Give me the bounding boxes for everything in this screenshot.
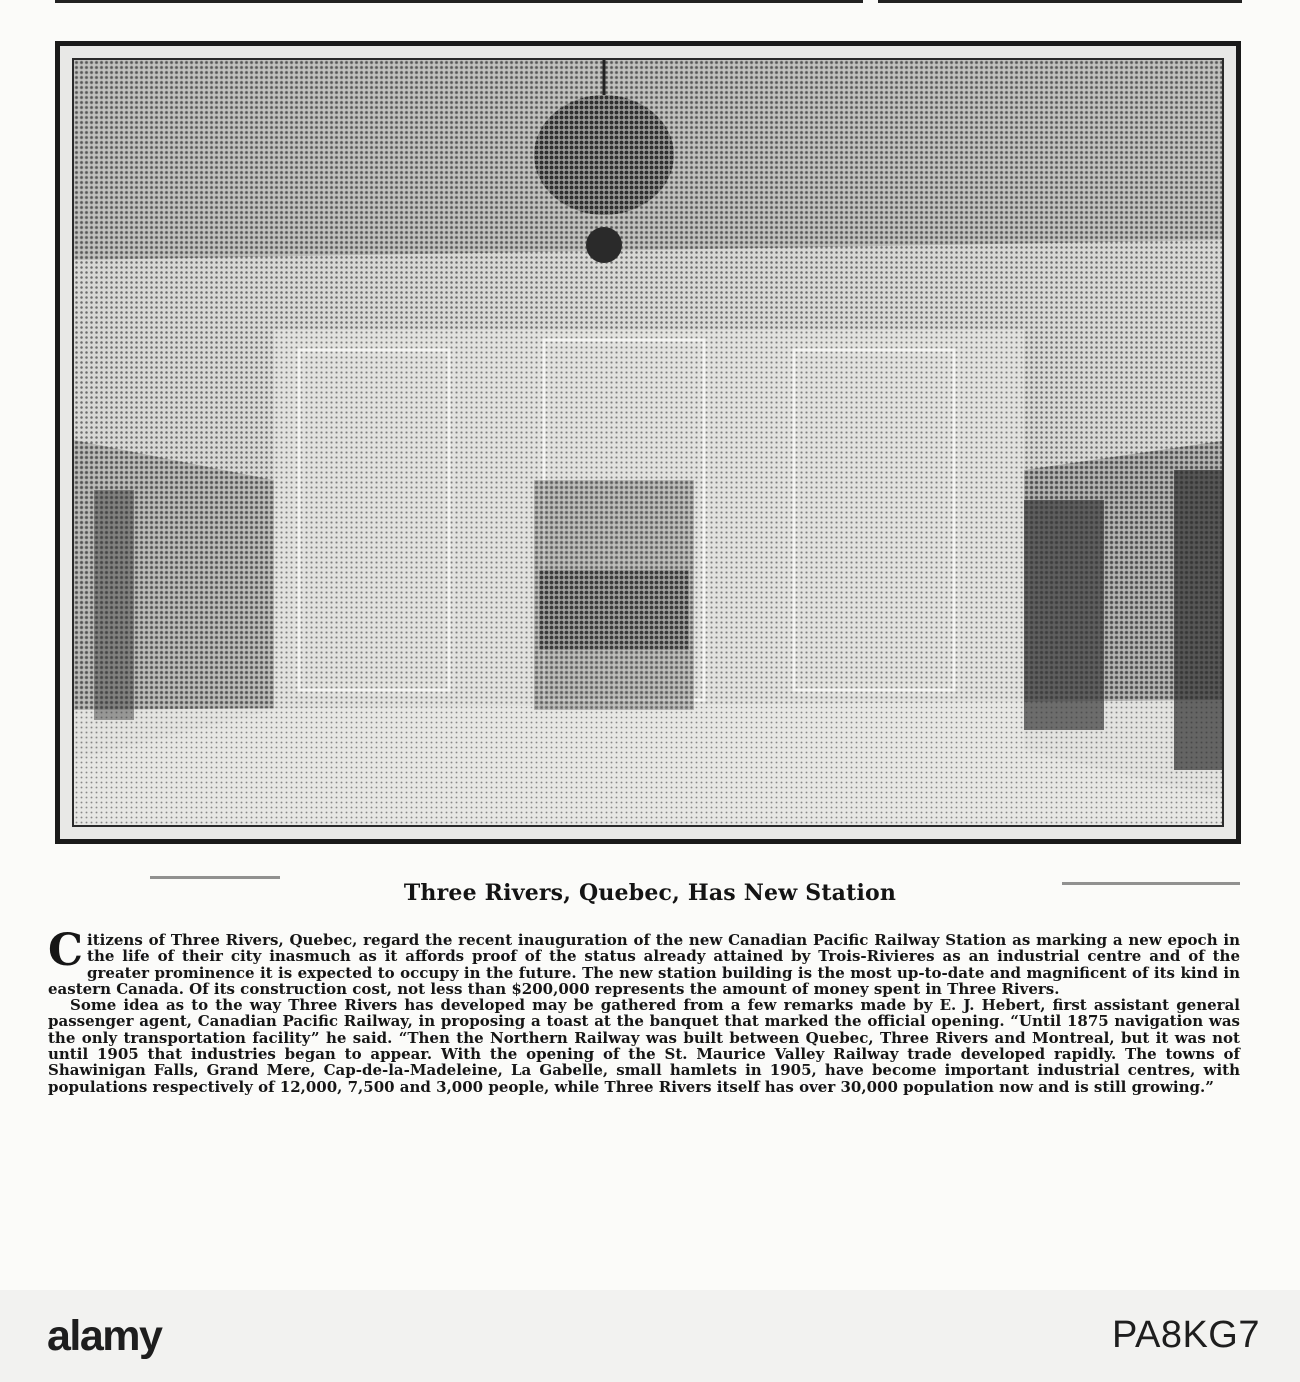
article-paragraph-1 — [48, 925, 1240, 998]
article-headline: Three Rivers, Quebec, Has New Station — [403, 880, 897, 906]
top-rule-left — [55, 0, 863, 3]
photo-frame — [55, 41, 1241, 844]
top-rule-right — [878, 0, 1242, 3]
left-ornament-rule — [150, 876, 280, 879]
station-interior-photo — [72, 58, 1224, 827]
station-interior-illustration — [74, 60, 1224, 827]
article-paragraph-2: Some idea as to the way Three Rivers has developed may be gathered from a few remarks made by E. J. Hebert, first assistant general passenger agent, Canadian Pacific Railway, in proposing a toast at the banquet that marked the official opening. “Until 1875 navigation was the only transportation facility” he said. “Then the Northern Railway was built between Quebec, Three Rivers and Montreal, but it was not until 1905 that industries began to appear. With the opening of the St. Maurice Valley Railway trade developed rapidly. The towns of Shawinigan Falls, Grand Mere, Cap-de-la-Madeleine, La Gabelle, small hamlets in 1905, have become important industrial centres, with populations respectively of 12,000, 7,500 and 3,000 people, while Three Rivers itself has over 30,000 population now and is still growing.” — [48, 996, 1240, 1096]
image-id-label: PA8KG7 — [1111, 1314, 1260, 1356]
paragraph-1-text: itizens of Three Rivers, Quebec, regard the recent inauguration of the new Canadian Pacific Railway Station as marking a new epoch in the life of their city inasmuch as it affords proof of the status already attained by Trois-Rivieres as an industrial centre and of the greater prominence it is expected to occupy in the future. The new station building is the most up-to-date and magnificent of its kind in eastern Canada. Of its construction cost, not less than $200,000 represents the amount of money spent in Three Rivers. — [48, 931, 1240, 998]
alamy-logo: alamy — [47, 1312, 162, 1360]
stock-watermark-bar — [0, 1290, 1300, 1382]
article-body — [48, 925, 1240, 1096]
drop-cap: C — [48, 925, 84, 976]
